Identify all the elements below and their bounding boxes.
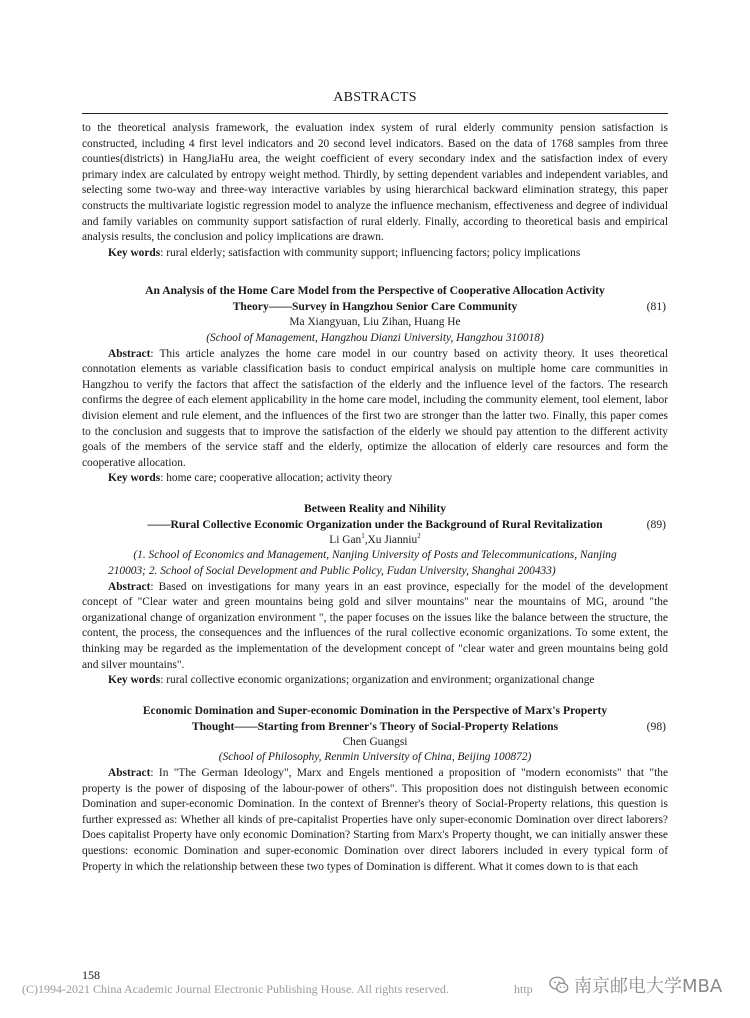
article-1-page-ref: (81) <box>646 300 666 314</box>
article-2-title-text: ——Rural Collective Economic Organization under the Background of Rural Revitalization <box>147 517 603 531</box>
article-1-affiliation: (School of Management, Hangzhou Dianzi University, Hangzhou 310018) <box>206 331 544 344</box>
article-2-keywords <box>108 673 668 689</box>
author-xu-jianniu: ,Xu Jianniu <box>364 533 418 546</box>
article-2-title-line2 <box>82 517 668 533</box>
abstract-label: Abstract <box>108 580 151 593</box>
article-1-authors: Ma Xiangyuan, Liu Zihan, Huang He <box>289 316 461 329</box>
abstract-text: : This article analyzes the home care model in our country based on activity theory. It uses theoretical connotation elements as variable classification basis to conduct empirical analysis on multiple home care communities in Hangzhou to verify the factors that affect the satisfaction of the elderly and the influence level of the factors. The research confirms the degree of each element applicability in the home care model, including the community element, tool element, labor division element and rule element, and the influences of the first two are stronger than the latter two. Finally, this paper comes to the conclusion and suggests that to improve the satisfaction of the elderly we should pay attention to the different activity goals of the members of the service staff and the elderly, optimize the allocation of elderly care resources and form the cooperative allocation. <box>82 347 668 469</box>
article-3 <box>82 703 668 875</box>
author-sup-1: 1 <box>361 532 365 541</box>
keywords-label: Key words <box>108 246 161 259</box>
copyright-notice: (C)1994-2021 China Academic Journal Electronic Publishing House. All rights reserved. <box>22 982 449 996</box>
keywords-label: Key words <box>108 674 161 687</box>
article-1 <box>82 283 668 487</box>
article-2-title-line1: Between Reality and Nihility <box>303 501 447 515</box>
article-3-title-line2 <box>82 719 668 735</box>
article-1-title-text: Theory——Survey in Hangzhou Senior Care Community <box>232 300 518 314</box>
abstract-label: Abstract <box>108 347 151 360</box>
author-sup-2: 2 <box>417 532 421 541</box>
article-2-abstract <box>82 580 668 674</box>
copyright-url: http <box>514 982 533 996</box>
intro-keywords <box>108 246 668 262</box>
keywords-label: Key words <box>108 472 161 485</box>
running-header: ABSTRACTS <box>333 90 417 105</box>
article-2-page-ref: (89) <box>646 517 666 531</box>
article-2 <box>82 501 668 689</box>
abstracts-body <box>82 121 668 875</box>
article-1-abstract <box>82 347 668 472</box>
article-1-keywords <box>108 471 668 487</box>
watermark <box>548 972 722 998</box>
keywords-text: : rural collective economic organizations; organization and environment; organizational change <box>160 674 595 687</box>
article-3-page-ref: (98) <box>646 719 666 733</box>
article-2-authors <box>82 533 668 549</box>
wechat-icon <box>548 974 570 996</box>
intro-abstract-text: to the theoretical analysis framework, the evaluation index system of rural elderly community pension satisfaction is constructed, including 4 first level indicators and 20 second level indicators. Based on the data of 1768 samples from three counties(districts) in HangJiaHu area, the weight coefficient of every secondary index and the satisfaction index of every primary index are calculated by entropy weight method. Thirdly, by setting dependent variables and independent variables, and selecting some two-way and three-way interactive variables by using hierarchical backward elimination strategy, this paper constructs the multivariate logistic regression model to analyze the influence mechanism, effectiveness and degree of individual and family variables on community support satisfaction of rural elderly. Finally, according to theoretical basis and empirical analysis results, the conclusion and policy implications are drawn. <box>82 122 668 244</box>
watermark-text: 南京邮电大学MBA <box>574 976 723 997</box>
article-2-affiliation-line1: (1. School of Economics and Management, Nanjing University of Posts and Telecommunications, Nanjing <box>133 549 617 562</box>
page-number: 158 <box>82 968 100 982</box>
article-1-title-line1: An Analysis of the Home Care Model from the Perspective of Cooperative Allocation Activity <box>145 284 605 298</box>
article-3-title-text: Thought——Starting from Brenner's Theory of Social-Property Relations <box>191 719 559 733</box>
article-2-affiliation-line2: 210003; 2. School of Social Development and Public Policy, Fudan University, Shanghai 200433) <box>108 565 556 578</box>
abstract-label: Abstract <box>108 767 151 779</box>
article-1-title-line2 <box>82 299 668 315</box>
abstract-text: : Based on investigations for many years in an east province, especially for the model of the development concept of "Clear water and green mountains being gold and silver mountains" near the mountains of MG, around "the organizational change of organization environment ", the paper focuses on the issues like the balance between the structure, the content, the process, the consequences and the influences of the rural collective economic organizations. To some extent, the thinking may be regarded as the implementation of the development concept of "clear water and green mountains being gold and silver mountains". <box>82 580 668 671</box>
article-3-authors: Chen Guangsi <box>342 735 408 748</box>
article-3-abstract <box>82 766 668 875</box>
header-rule <box>82 113 668 114</box>
keywords-text: : rural elderly; satisfaction with community support; influencing factors; policy implications <box>160 246 581 259</box>
author-li-gan: Li Gan <box>329 533 362 546</box>
article-3-affiliation: (School of Philosophy, Renmin University of China, Beijing 100872) <box>218 751 532 764</box>
abstract-text: : In "The German Ideology", Marx and Engels mentioned a proposition of "modern economists" that "the property is the power of disposing of the labour-power of others". This proposition does not distinguish between economic Domination and super-economic Domination. In the context of Brenner's theory of Social-Property relations, this question is further expressed as: Whether all kinds of pre-capitalist Properties have only super-economic Domination over direct laborers? Does capitalist Property have only economic Domination? Starting from Marx's Property thought, we can initially answer these questions: economic Domination and super-economic Domination over direct laborers included in every typical form of Property in which the relationship between these two types of Domination is different. What it comes down to is that each <box>82 767 668 873</box>
article-3-title-line1: Economic Domination and Super-economic Domination in the Perspective of Marx's Property <box>142 703 608 717</box>
keywords-text: : home care; cooperative allocation; activity theory <box>160 472 393 485</box>
